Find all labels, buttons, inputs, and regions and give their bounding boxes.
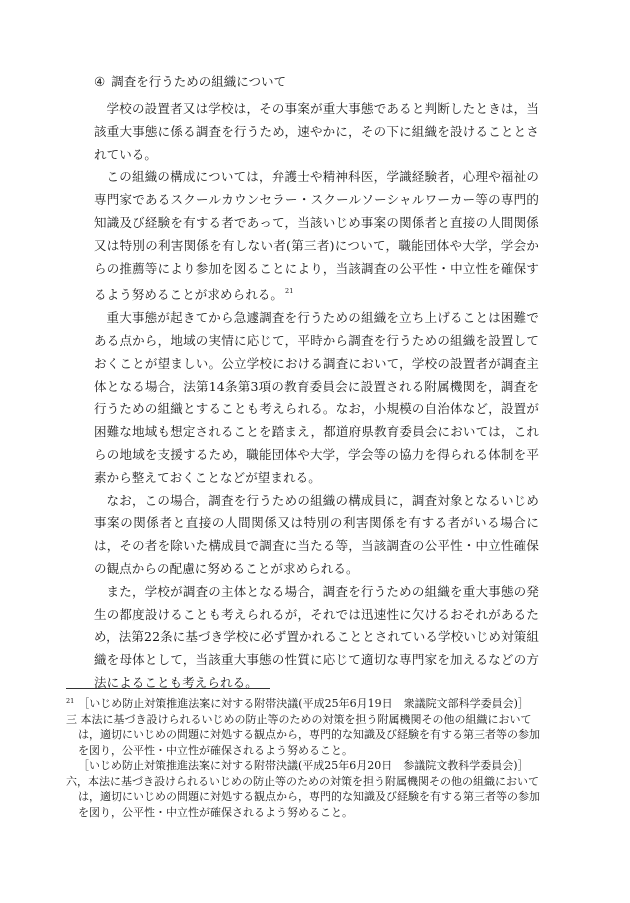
footnote-divider (66, 688, 270, 689)
section-title: 調査を行うための組織について (111, 74, 286, 89)
section-heading (94, 73, 286, 91)
footnote-item-1: 三 本法に基づき設けられるいじめの防止等のための対策を担う附属機関その他の組織において は，適切にいじめの問題に対処する観点から，専門的な知識及び経験を有する第三者等の参加を図り，公平性・中立性が確保されるよう努めること。 (66, 712, 540, 757)
footnote-citation-1 (66, 694, 546, 712)
footnote-reference: 21 (285, 287, 294, 296)
paragraph-1: 学校の設置者又は学校は，その事案が重大事態であると判断したときは，当該重大事態に係る調査を行うため，速やかに，その下に組織を設けることとされている。 (94, 101, 539, 162)
footnotes (66, 694, 546, 820)
body-text (94, 98, 539, 695)
footnote-citation-1-text: ［いじめ防止対策推進法案に対する附帯決議(平成25年6月19日 衆議院文部科学委員会)］ (78, 697, 529, 710)
footnote-citation-2: ［いじめ防止対策推進法案に対する附帯決議(平成25年6月20日 参議院文教科学委員会)］ (78, 759, 529, 772)
footnote-mark: 21 (66, 697, 75, 705)
paragraph-4: なお，この場合，調査を行うための組織の構成員に，調査対象となるいじめ事案の関係者と直接の人間関係又は特別の利害関係を有する者がいる場合には，その者を除いた構成員で調査に当たる等，当該調査の公平性・中立性確保の観点からの配慮に努めることが求められる。 (94, 492, 539, 576)
paragraph-3: 重大事態が起きてから急遽調査を行うための組織を立ち上げることは困難である点から，地域の実情に応じて，平時から調査を行うための組織を設置しておくことが望ましい。公立学校における調査において，学校の設置者が調査主体となる場合，法第14条第3項の教育委員会に設置される附属機関を，調査を行うための組織とすることも考えられる。なお，小規模の自治体など，設置が困難な地域も想定されることを踏まえ，都道府県教育委員会においては，これらの地域を支援するため，職能団体や大学，学会等の協力を得られる体制を平素から整えておくことなどが望まれる。 (94, 310, 539, 485)
paragraph-2 (94, 166, 539, 307)
paragraph-5: また，学校が調査の主体となる場合，調査を行うための組織を重大事態の発生の都度設けることも考えられるが，それでは迅速性に欠けるおそれがあるため，法第22条に基づき学校に必ず置かれることとされている学校いじめ対策組織を母体として，当該重大事態の性質に応じて適切な専門家を加えるなどの方法によることも考えられる。 (94, 583, 539, 690)
paragraph-2-text: この組織の構成については，弁護士や精神科医，学識経験者，心理や福祉の専門家であるスクールカウンセラー・スクールソーシャルワーカー等の専門的知識及び経験を有する者であって，当該いじめ事案の関係者と直接の人間関係又は特別の利害関係を有しない者(第三者)について，職能団体や大学，学会からの推薦等により参加を図ることにより，当該調査の公平性・中立性を確保するよう努めることが求められる。 (94, 169, 539, 303)
footnote-item-2: 六，本法に基づき設けられるいじめの防止等のための対策を担う附属機関その他の組織において は，適切にいじめの問題に対処する観点から，専門的な知識及び経験を有する第三者等の参加を図り，公平性・中立性が確保されるよう努めること。 (66, 774, 540, 819)
section-number: ④ (94, 74, 106, 89)
